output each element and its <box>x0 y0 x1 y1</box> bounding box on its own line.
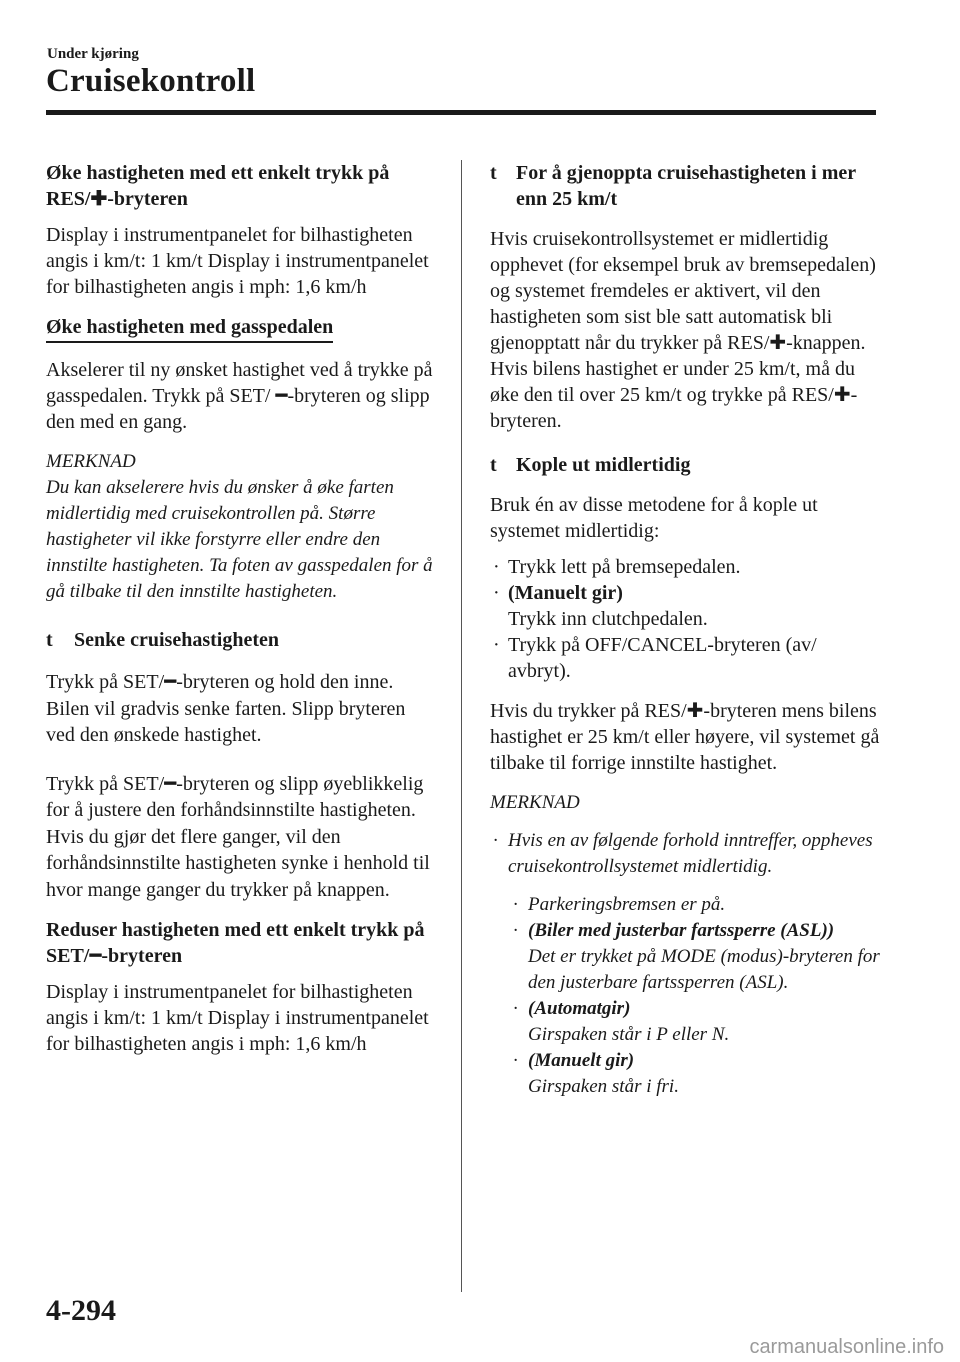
note-list <box>490 828 880 1100</box>
bullet-icon: · <box>513 920 518 941</box>
list-item <box>490 554 880 580</box>
paragraph-display-increase: Display i instrumentpanelet for bilhastigheten angis i km/t: 1 km/t Display i instrumentpanelet for bilhastigheten angis i mph: 1,6 km/h <box>46 224 429 298</box>
section-marker-icon: t <box>46 629 53 651</box>
header-rule <box>46 110 876 115</box>
list-item <box>510 918 880 996</box>
list-item <box>490 828 880 880</box>
watermark: carmanualsonline.info <box>749 1336 944 1358</box>
page-number: 4-294 <box>46 1294 116 1327</box>
heading-decrease-set: Reduser hastigheten med ett enkelt trykk på SET/━-bryteren <box>46 919 425 967</box>
list-item-text: Trykk inn clutchpedalen. <box>508 608 708 630</box>
list-item-text: Parkeringsbremsen er på. <box>528 894 726 915</box>
paragraph-hold-set: Trykk på SET/━-bryteren og hold den inne. Bilen vil gradvis senke farten. Slipp bryteren ved den ønskede hastighet. <box>46 671 406 746</box>
heading-cancel-temp-text: Kople ut midlertidig <box>516 454 691 476</box>
list-item-text: Hvis en av følgende forhold inntreffer, oppheves cruisekontrollsystemet midlertidig. <box>508 830 873 877</box>
section-label: Under kjøring <box>47 46 139 62</box>
list-item-text: Girspaken står i fri. <box>528 1076 679 1097</box>
list-item <box>510 1048 880 1100</box>
heading-cancel-temp <box>490 452 880 478</box>
list-item-head: (Automatgir) <box>528 998 631 1019</box>
bullet-icon: · <box>513 998 518 1019</box>
list-item-text: Girspaken står i P eller N. <box>528 1024 730 1045</box>
note-text: Du kan akselerere hvis du ønsker å øke farten midlertidig med cruisekontrollen på. Større hastigheter vil ikke forstyrre eller endre den innstilte hastigheten. Ta foten av gasspedalen for å gå tilbake til den innstilte hastigheten. <box>46 477 433 602</box>
heading-decrease-text: Senke cruisehastigheten <box>74 629 279 651</box>
paragraph-resume: Hvis cruisekontrollsystemet er midlertidig opphevet (for eksempel bruk av bremsepedalen) og systemet fremdeles er aktivert, vil den hastigheten som sist ble satt automatisk bli gjenopptatt når du trykker på RES/✚-knappen. Hvis bilens hastighet er under 25 km/t, må du øke den til over 25 km/t og trykke på RES/✚-bryteren. <box>490 228 876 432</box>
page-title: Cruisekontroll <box>46 63 256 99</box>
list-item-text: Det er trykket på MODE (modus)-bryteren for den justerbare fartssperren (ASL). <box>528 946 880 993</box>
bullet-icon: · <box>513 1050 518 1071</box>
heading-increase-pedal-text: Øke hastigheten med gasspedalen <box>46 314 333 343</box>
bullet-icon: · <box>513 894 518 915</box>
bullet-icon: · <box>493 556 500 578</box>
column-divider <box>461 160 462 1292</box>
paragraph-display-decrease: Display i instrumentpanelet for bilhastigheten angis i km/t: 1 km/t Display i instrumentpanelet for bilhastigheten angis i mph: 1,6 km/h <box>46 981 429 1055</box>
list-item-head: (Biler med justerbar fartssperre (ASL)) <box>528 920 835 941</box>
list-item-text: Trykk lett på bremsepedalen. <box>508 556 741 578</box>
section-marker-icon: t <box>490 162 497 184</box>
heading-resume <box>490 160 880 212</box>
bullet-icon: · <box>493 634 500 656</box>
list-item <box>490 580 880 632</box>
heading-increase-pedal <box>46 314 438 343</box>
list-item <box>510 892 880 918</box>
paragraph-tap-set: Trykk på SET/━-bryteren og slipp øyeblikkelig for å justere den forhåndsinnstilte hastigheten. Hvis du gjør det flere ganger, vil den forhåndsinnstilte hastigheten synke i henhold til hvor mange ganger du trykker på knappen. <box>46 772 430 901</box>
list-item-head: (Manuelt gir) <box>528 1050 635 1071</box>
heading-increase-res: Øke hastigheten med ett enkelt trykk på RES/✚-bryteren <box>46 162 390 210</box>
section-marker-icon: t <box>490 454 497 476</box>
left-column <box>46 160 438 1067</box>
right-column <box>490 160 880 1100</box>
bullet-icon: · <box>493 582 500 604</box>
note-label: MERKNAD <box>490 792 580 813</box>
list-item <box>510 996 880 1048</box>
paragraph-res-return: Hvis du trykker på RES/✚-bryteren mens bilens hastighet er 25 km/t eller høyere, vil systemet gå tilbake til forrige innstilte hastighet. <box>490 700 880 774</box>
bullet-icon: · <box>493 830 498 851</box>
list-item-text: Trykk på OFF/CANCEL-bryteren (av/ avbryt). <box>508 634 817 682</box>
note-label: MERKNAD <box>46 451 136 472</box>
paragraph-accelerate: Akselerer til ny ønsket hastighet ved å trykke på gasspedalen. Trykk på SET/ ━-bryteren og slipp den med en gang. <box>46 359 433 433</box>
heading-resume-text: For å gjenoppta cruisehastigheten i mer enn 25 km/t <box>516 162 856 210</box>
list-item-head: (Manuelt gir) <box>508 582 623 604</box>
heading-decrease <box>46 627 438 653</box>
list-item <box>490 632 880 684</box>
paragraph-methods: Bruk én av disse metodene for å kople ut systemet midlertidig: <box>490 494 818 542</box>
